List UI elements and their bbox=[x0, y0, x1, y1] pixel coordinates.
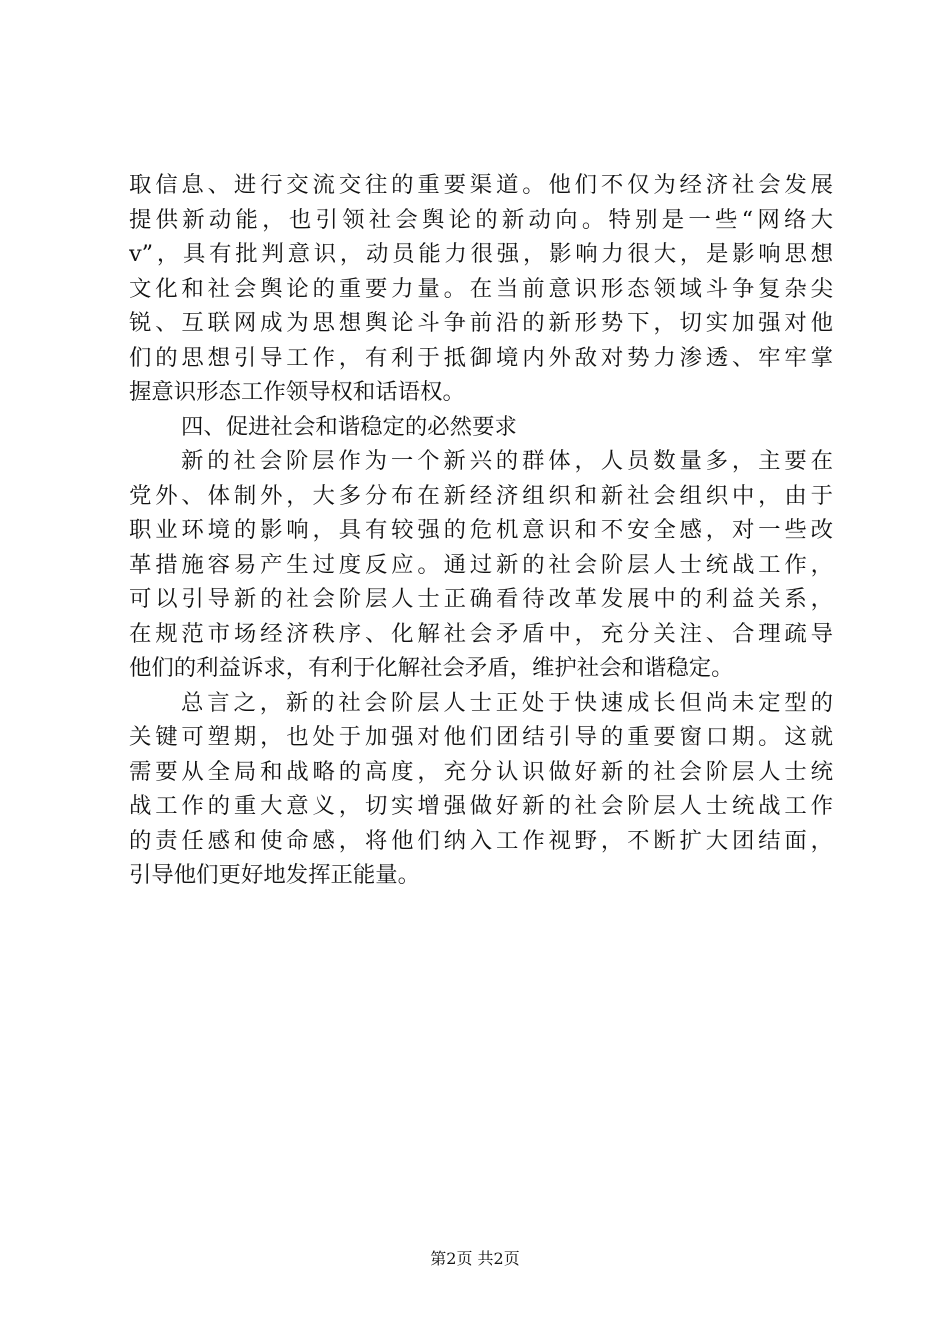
text-line: 党外、体制外，大多分布在新经济组织和新社会组织中，由于 bbox=[129, 482, 833, 509]
text-line: v”，具有批判意识，动员能力很强，影响力很大，是影响思想 bbox=[129, 241, 833, 267]
text-line: 在规范市场经济秩序、化解社会矛盾中，充分关注、合理疏导 bbox=[129, 620, 833, 647]
text-line: 需要从全局和战略的高度，充分认识做好新的社会阶层人士统 bbox=[129, 758, 833, 785]
text-line: 战工作的重大意义，切实增强做好新的社会阶层人士统战工作 bbox=[129, 793, 833, 819]
text-line: 的责任感和使命感，将他们纳入工作视野，不断扩大团结面， bbox=[129, 827, 833, 854]
text-line: 总言之，新的社会阶层人士正处于快速成长但尚未定型的 bbox=[181, 689, 833, 716]
text-line: 职业环境的影响，具有较强的危机意识和不安全感，对一些改 bbox=[129, 517, 833, 543]
document-body bbox=[129, 168, 833, 893]
text-line: 可以引导新的社会阶层人士正确看待改革发展中的利益关系， bbox=[129, 586, 833, 612]
text-line: 握意识形态工作领导权和话语权。 bbox=[129, 379, 465, 405]
text-line: 锐、互联网成为思想舆论斗争前沿的新形势下，切实加强对他 bbox=[129, 310, 833, 336]
section-heading: 四、促进社会和谐稳定的必然要求 bbox=[181, 413, 517, 440]
text-line: 引导他们更好地发挥正能量。 bbox=[129, 862, 421, 888]
text-line: 取信息、进行交流交往的重要渠道。他们不仅为经济社会发展 bbox=[129, 172, 833, 198]
text-line: 他们的利益诉求，有利于化解社会矛盾，维护社会和谐稳定。 bbox=[129, 655, 734, 681]
text-line: 们的思想引导工作，有利于抵御境内外敌对势力渗透、牢牢掌 bbox=[129, 344, 833, 371]
page-number-footer: 第2页 共2页 bbox=[430, 1249, 520, 1268]
text-line: 关键可塑期，也处于加强对他们团结引导的重要窗口期。这就 bbox=[129, 724, 833, 750]
text-line: 文化和社会舆论的重要力量。在当前意识形态领域斗争复杂尖 bbox=[129, 275, 833, 302]
text-line: 新的社会阶层作为一个新兴的群体，人员数量多，主要在 bbox=[181, 448, 833, 474]
text-line: 提供新动能，也引领社会舆论的新动向。特别是一些“网络大 bbox=[129, 206, 833, 233]
text-line: 革措施容易产生过度反应。通过新的社会阶层人士统战工作， bbox=[129, 551, 833, 578]
